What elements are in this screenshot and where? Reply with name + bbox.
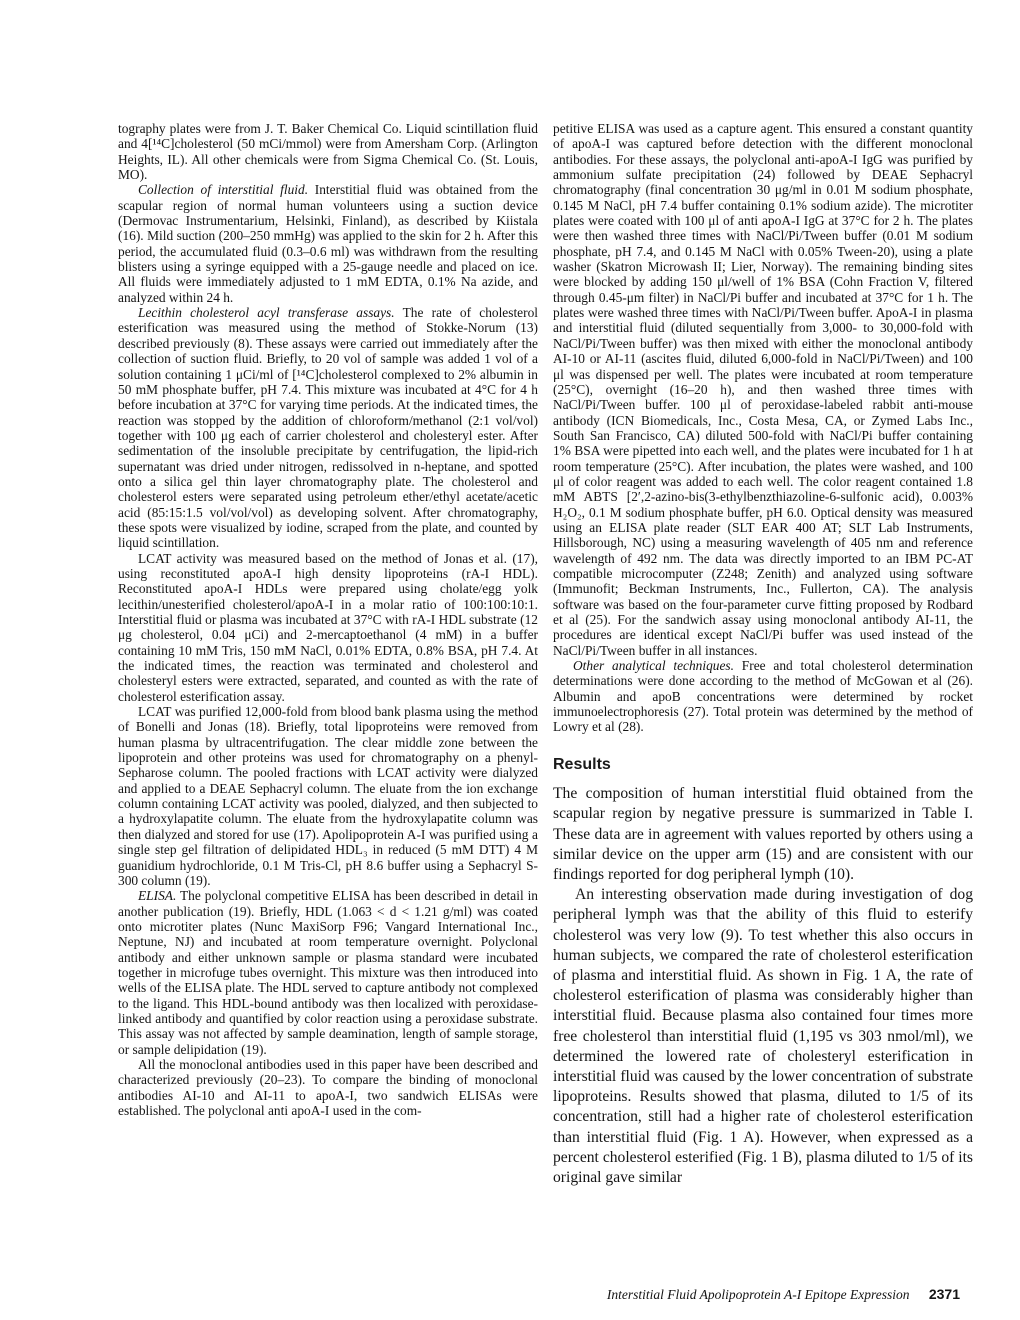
page-footer [540,1286,960,1303]
paragraph-lcat-assays-body: The rate of cholesterol esterification was measured using the method of Stokke-Norum (13) described previously (8). These assays were carried out immediately after the collection of suction fluid. Briefly, to 20 vol of sample was added 1 vol of a solution containing 1 μCi/ml of [¹⁴C]cholesterol complexed to 2% albumin in 50 mM phosphate buffer, pH 7.4. This mixture was incubated at 4°C for 4 h before incubation at 37°C for varying time periods. At the indicated times, the reaction was stopped by the addition of chloroform/methanol (2:1 vol/vol) together with 100 μg each of carrier cholesterol and cholesteryl ester. After sedimentation of the insoluble precipitate by centrifugation, the lipid-rich supernatant was dried under nitrogen, redissolved in n-heptane, and spotted onto a silica gel thin layer chromatography plate. The cholesterol and cholesterol esters were separated using petroleum ether/ethyl acetate/acetic acid (85:15:1.5 vol/vol/vol) as developing solvent. After chromatography, these spots were visualized by iodine, scraped from the plate, and counted by liquid scintillation. [118,305,538,551]
paragraph-results-composition: The composition of human interstitial fluid obtained from the scapular region by negative pressure is summarized in Table I. These data are in agreement with values reported by others using a similar device on the upper arm (15) and are consistent with our findings reported for dog peripheral lymph (10). [553,785,973,883]
paragraph-monoclonal: All the monoclonal antibodies used in this paper have been described and characterized previously (20–23). To compare the binding of monoclonal antibodies AI-10 and AI-11 to apoA-I, two sandwich ELISAs were established. The polyclonal anti apoA-I used in the com- [118,1056,538,1118]
paragraph-lcat-assays [118,305,538,551]
paragraph-lcat-purification: LCAT was purified 12,000-fold from blood bank plasma using the method of Bonelli and Jonas (18). Briefly, total lipoproteins were removed from human plasma by ultracentrifugation. The clear middle zone between the lipoprotein and other proteins was used for chromatography on a phenyl-Sepharose column. The pooled fractions with LCAT activity were dialyzed and applied to a DEAE Sephacryl column. The eluate from the ion exchange column containing LCAT activity was pooled, dialyzed, and then subjected to a hydroxylapatite column. The eluate from the hydroxylapatite column was then dialyzed and stored for use (17). Apolipoprotein A-I was purified using a single step gel filtration of delipidated HDL₃ in reduced (5 mM DTT) 4 M guanidium hydrochloride, 0.1 M Tris-Cl, pH 8.6 buffer using a Sephacryl S-300 column (19). [118,704,538,888]
paragraph-other-techniques-body: Free and total cholesterol determination determinations were done according to the method of McGowan et al (26). Albumin and apoB concentrations were determined by rocket immunoelectrophoresis (27). Total protein was determined by the method of Lowry et al (28). [553,658,974,735]
subheading-elisa: ELISA. [138,888,177,904]
running-title: Interstitial Fluid Apolipoprotein A-I Epitope Expression [606,1287,910,1302]
results-body [553,784,973,1188]
paragraph-sandwich-elisa: petitive ELISA was used as a capture agent. This ensured a constant quantity of apoA-I was captured before detection with the different monoclonal antibodies. For these assays, the polyclonal anti-apoA-I IgG was purified by ammonium sulfate precipitation (24) followed by DEAE Sephacryl chromatography (final concentration 30 μg/ml in 0.01 M sodium phosphate, 0.145 M NaCl, pH 7.4 buffer containing 0.1% sodium azide). The microtiter plates were coated with 100 μl of anti apoA-I IgG at 37°C for 2 h. The plates were then washed three times with NaCl/Pi/Tween buffer (0.01 M sodium phosphate, pH 7.4, and 0.145 M NaCl with 0.05% Tween-20), using a plate washer (Skatron Microwash II; Lier, Norway). The remaining binding sites were blocked by adding 150 μl/well of 1% BSA (Cohn Fraction V, filtered through 0.45-μm filter) in NaCl/Pi buffer and incubated at 37°C for 1 h. The plates were washed three times with NaCl/Pi/Tween buffer. ApoA-I in plasma and interstitial fluid (diluted sequentially from 3,000- to 30,000-fold with NaCl/Pi/Tween buffer) was then mixed with either the monoclonal antibody AI-10 or AI-11 (ascites fluid, diluted 6,000-fold in NaCl/Pi/Tween) and 100 μl was dispensed per well. The plates were incubated at room temperature (25°C), overnight (16–20 h), and then washed three times with NaCl/Pi/Tween buffer. 100 μl of peroxidase-labeled rabbit anti-mouse antibody (ICN Biomedicals, Inc., Costa Mesa, CA, or Zymed Labs Inc., South San Francisco, CA) diluted 500-fold with NaCl/Pi buffer containing 1% BSA were pipetted into each well, and the plates were incubated for 1 h at room temperature (25°C). After incubation, the plates were washed, and 100 μl of color reagent was added to each well. The color reagent contained 1.8 mM ABTS [2′,2-azino-bis(3-ethylbenzthiazoline-6-sulfonic acid), 0.003% H₂O₂, 0.1 M sodium phosphate buffer, pH 6.0. Optical density was measured using an ELISA plate reader (SLT EAR 400 AT; SLT Lab Instruments, Hillsborough, NC) using a measuring wavelength of 405 nm and reference wavelength of 492 nm. The data was directly imported to an IBM PC-AT compatible microcomputer (Z248; Zenith) and analyzed using software (Immunofit; Beckman Instruments, Inc., Fullerton, CA). The analysis software was based on the four-parameter curve fitting proposed by Rodbard et al (25). For the sandwich assay using monoclonal antibody AI-11, the procedures are identical except NaCl/Pi buffer was used instead of the NaCl/Pi/Tween buffer in all instances. [553,121,973,658]
results-heading: Results [553,755,611,773]
subheading-lcat-assays: Lecithin cholesterol acyl transferase assays. [138,305,395,321]
right-column [553,121,973,1188]
paragraph-lcat-activity: LCAT activity was measured based on the method of Jonas et al. (17), using reconstituted apoA-I high density lipoproteins (rA-I HDL). Reconstituted apoA-I HDLs were prepared using cholate/egg yolk lecithin/unesterified cholesterol/apoA-I in a molar ratio of 100:100:10:1. Interstitial fluid or plasma was incubated at 37°C with rA-I HDL substrate (12 μg cholesterol, 0.04 μCi) and 2-mercaptoethanol (4 mM) in a buffer containing 10 mM Tris, 150 mM NaCl, 0.01% EDTA, 0.8% BSA, pH 7.4. At the indicated times, the reaction was terminated and cholesterol and cholesteryl esters were extracted, separated, and counted as with the rate of cholesterol esterification assay. [118,550,538,704]
left-column [118,121,538,1118]
paragraph-collection-body: Interstitial fluid was obtained from the scapular region of normal human volunteers using a suction device (Dermovac Instrumentarium, Helsinki, Finland), as described by Kiistala (16). Mild suction (200–250 mmHg) was applied to the skin for 2 h. After this period, the accumulated fluid (0.3–0.6 ml) was withdrawn from the resulting blisters using a syringe equipped with a 25-gauge needle and placed on ice. All fluids were immediately adjusted to 1 mM EDTA, 0.1% Na azide, and analyzed within 24 h. [118,182,538,305]
paragraph-elisa [118,888,538,1057]
paragraph-other-techniques [553,658,973,735]
subheading-collection: Collection of interstitial fluid. [138,182,309,198]
paragraph-materials-end: tography plates were from J. T. Baker Chemical Co. Liquid scintillation fluid and 4[¹⁴C]cholesterol (50 mCi/mmol) were from Amersham Corp. (Arlington Heights, IL). All other chemicals were from Sigma Chemical Co. (St. Louis, MO). [118,121,538,183]
paragraph-results-esterification: An interesting observation made during investigation of dog peripheral lymph was that the ability of this fluid to esterify cholesterol was very low (9). To test whether this also occurs in human subjects, we compared the rate of cholesterol esterification of plasma and interstitial fluid. As shown in Fig. 1 A, the rate of cholesterol esterification of plasma was considerably higher than interstitial fluid. Because plasma also contained four times more free cholesterol than interstitial fluid (1,195 vs 303 nmol/ml), we determined the lowered rate of cholesteryl esterification in interstitial fluid was caused by the lower concentration of substrate lipoproteins. Results showed that plasma, diluted to 1/5 of its concentration, still had a higher rate of cholesterol esterification than interstitial fluid (Fig. 1 A). However, when expressed as a percent cholesterol esterified (Fig. 1 B), plasma diluted to 1/5 of its original gave similar [553,886,973,1186]
paragraph-elisa-body: The polyclonal competitive ELISA has been described in detail in another publication (19). Briefly, HDL (1.063 < d < 1.21 g/ml) was coated onto microtiter plates (Nunc MaxiSorp F96; Vangard International Inc., Neptune, NJ) and incubated at room temperature overnight. Polyclonal antibody and either unknown sample or plasma standard were incubated together in microfuge tubes overnight. This mixture was then introduced into wells of the ELISA plate. The HDL served to capture antibody not complexed to the ligand. This HDL-bound antibody was then localized with peroxidase-linked antibody and quantified by color reaction using a peroxidase substrate. This assay was not affected by sample deamination, length of sample storage, or sample delipidation (19). [118,888,538,1057]
subheading-other-techniques: Other analytical techniques. [573,658,734,674]
page-number: 2371 [928,1286,960,1302]
paragraph-collection [118,182,538,305]
